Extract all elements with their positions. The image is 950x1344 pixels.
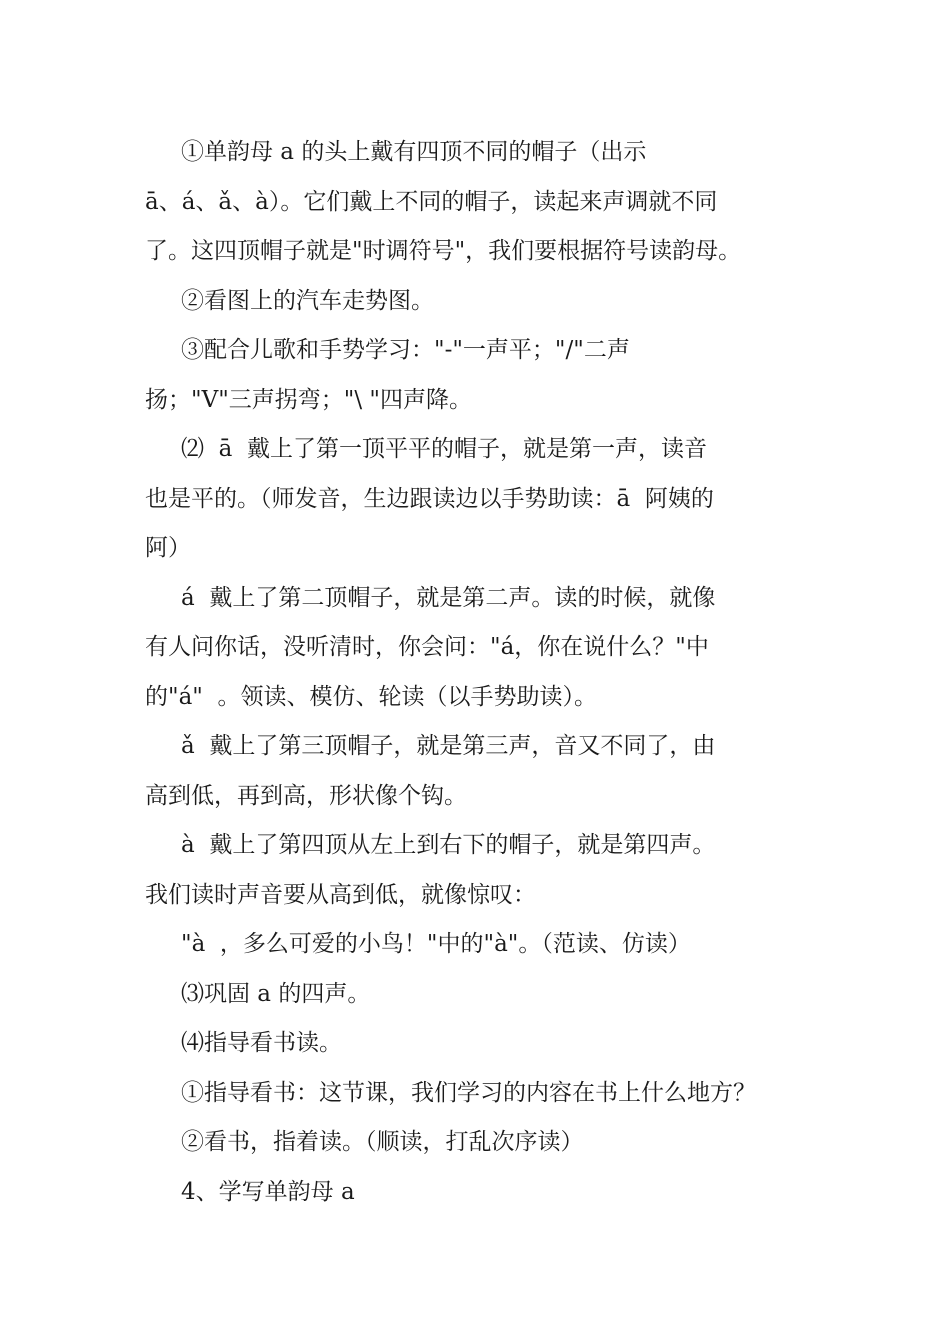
text-line-14: 高到低，再到高，形状像个钩。 bbox=[145, 782, 467, 809]
text-line-3: 了。这四顶帽子就是"时调符号"，我们要根据符号读韵母。 bbox=[145, 238, 742, 264]
text-line-13: ǎ 戴上了第三顶帽子，就是第三声，音又不同了，由 bbox=[181, 733, 716, 759]
text-line-6: 扬；"V"三声拐弯；"\ "四声降。 bbox=[145, 386, 472, 413]
text-line-21: ②看书，指着读。（顺读，打乱次序读） bbox=[181, 1129, 584, 1155]
text-line-17: "à ，多么可爱的小鸟！"中的"à"。（范读、仿读） bbox=[181, 931, 691, 957]
text-line-8: 也是平的。（师发音，生边跟读边以手势助读：ā 阿姨的 bbox=[145, 485, 714, 512]
text-line-9: 阿） bbox=[145, 535, 191, 561]
text-line-18: ⑶巩固 a 的四声。 bbox=[181, 980, 371, 1007]
text-line-15: à 戴上了第四顶从左上到右下的帽子，就是第四声。 bbox=[181, 832, 716, 858]
text-line-1: ①单韵母 a 的头上戴有四顶不同的帽子（出示 bbox=[181, 139, 647, 165]
text-line-19: ⑷指导看书读。 bbox=[181, 1030, 342, 1056]
text-line-5: ③配合儿歌和手势学习："-"一声平；"/"二声 bbox=[181, 337, 630, 363]
text-line-20: ①指导看书：这节课，我们学习的内容在书上什么地方？ bbox=[181, 1079, 756, 1106]
text-line-2: ā、á、ǎ、à）。它们戴上不同的帽子，读起来声调就不同 bbox=[145, 188, 718, 215]
text-line-11: 有人问你话，没听清时，你会问："á，你在说什么？"中 bbox=[145, 634, 709, 660]
document-body bbox=[145, 128, 810, 1217]
text-line-12: 的"á" 。领读、模仿、轮读（以手势助读）。 bbox=[145, 683, 597, 710]
text-line-7: ⑵ ā 戴上了第一顶平平的帽子，就是第一声，读音 bbox=[181, 436, 707, 462]
text-line-16: 我们读时声音要从高到低，就像惊叹： bbox=[145, 881, 536, 908]
text-line-10: á 戴上了第二顶帽子，就是第二声。读的时候，就像 bbox=[181, 584, 716, 611]
text-line-22: 4、学写单韵母 a bbox=[181, 1178, 355, 1205]
text-line-4: ②看图上的汽车走势图。 bbox=[181, 287, 434, 314]
